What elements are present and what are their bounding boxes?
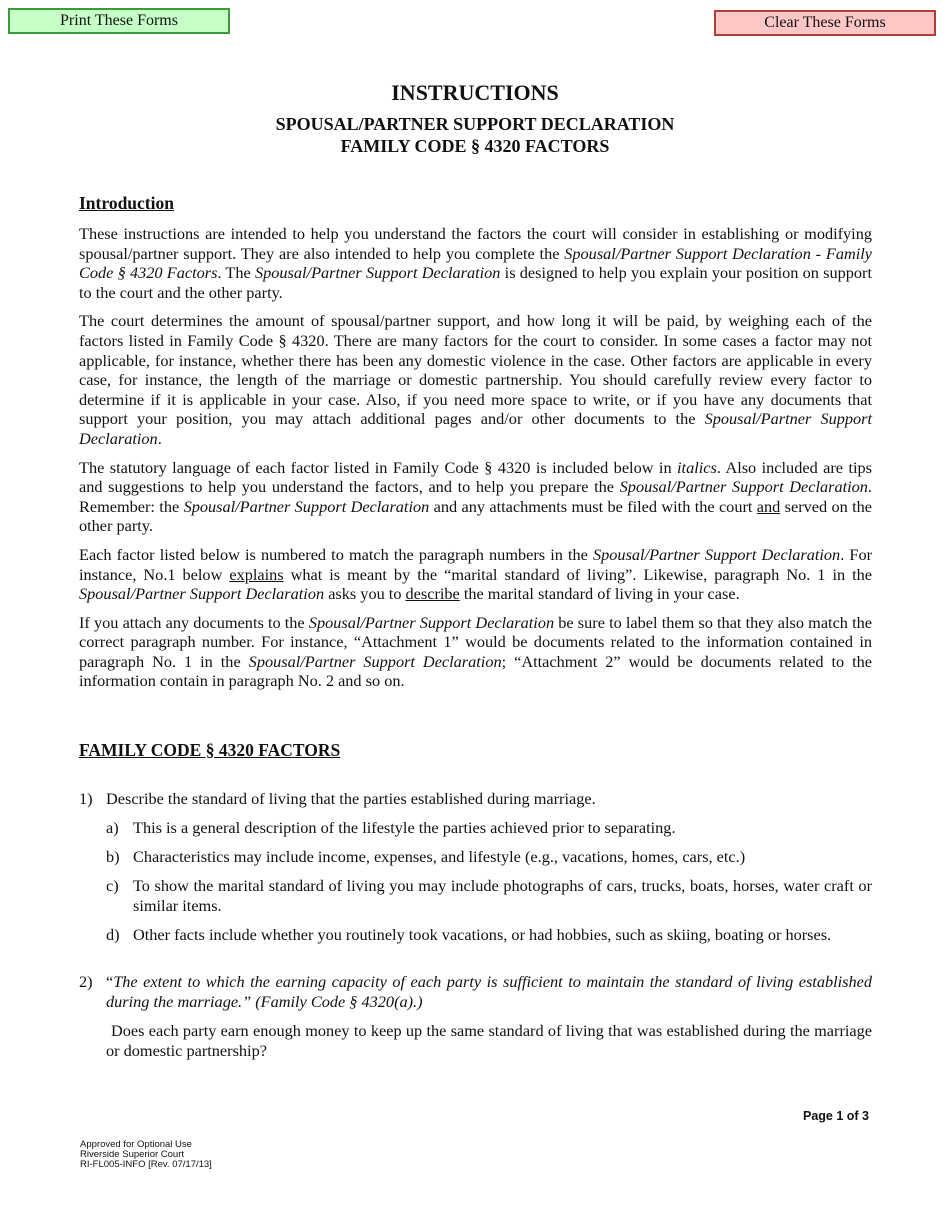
factors-heading: FAMILY CODE § 4320 FACTORS	[79, 740, 341, 760]
factor-quote: “The extent to which the earning capacity of each party is sufficient to maintain the standard of living established during the marriage.” (Family Code § 4320(a).)	[106, 972, 872, 1011]
factor-2-explanation: Does each party earn enough money to keep up the same standard of living that was established during the marriage or domestic partnership?	[106, 1021, 872, 1060]
intro-paragraph-1: These instructions are intended to help you understand the factors the court will consider in establishing or modifying spousal/partner support. They are also intended to help you complete the Spousal/Partner Support Declaration - Family Code § 4320 Factors. The Spousal/Partner Support Declaration is designed to help you explain your position on support to the court and the other party.	[79, 224, 872, 302]
intro-paragraph-3: The statutory language of each factor listed in Family Code § 4320 is included below in italics. Also included are tips and suggestions to help you understand the factors, and to help you prepare the Spousal/Partner Support Declaration. Remember: the Spousal/Partner Support Declaration and any attachments must be filed with the court and served on the other party.	[79, 457, 873, 536]
introduction-heading: Introduction	[79, 193, 174, 213]
subitem-label: a)	[106, 818, 119, 837]
factor-text: Describe the standard of living that the parties established during marriage.	[106, 789, 596, 808]
subitem-text: To show the marital standard of living you may include photographs of cars, trucks, boats, horses, water craft or similar items.	[133, 876, 872, 915]
page-number: Page 1 of 3	[803, 1109, 869, 1123]
footer-court: Riverside Superior Court	[80, 1149, 185, 1160]
clear-forms-button[interactable]: Clear These Forms	[714, 10, 936, 36]
page-subtitle: SPOUSAL/PARTNER SUPPORT DECLARATION	[275, 114, 675, 134]
subitem-label: b)	[106, 847, 120, 866]
form-footer	[80, 1140, 212, 1170]
page-title: INSTRUCTIONS	[391, 80, 559, 105]
intro-paragraph-2: The court determines the amount of spousal/partner support, and how long it will be paid, by weighing each of the factors listed in Family Code § 4320. There are many factors for the court to consider. In some cases a factor may not applicable, for instance, whether there has been any domestic violence in the case. Other factors are applicable in every case, for instance, the length of the marriage or domestic partnership. You should carefully review every factor to determine if it is applicable in your case. Also, if you need more space to write, or if you have any documents that support your position, you may attach additional pages and/or other documents to the Spousal/Partner Support Declaration.	[79, 311, 873, 448]
subitem-text: Other facts include whether you routinely took vacations, or had hobbies, such as skiing, boating or horses.	[133, 925, 832, 944]
subitem-label: d)	[106, 925, 120, 944]
intro-paragraph-5: If you attach any documents to the Spousal/Partner Support Declaration be sure to label them so that they also match the correct paragraph number. For instance, “Attachment 1” would be documents related to the information contained in paragraph No. 1 in the Spousal/Partner Support Declaration; “Attachment 2” would be documents related to the information contain in paragraph No. 2 and so on.	[79, 612, 873, 691]
page-subtitle-code: FAMILY CODE § 4320 FACTORS	[340, 136, 610, 156]
subitem-label: c)	[106, 876, 119, 895]
introduction-section	[79, 224, 872, 700]
footer-form-id: RI-FL005-INFO [Rev. 07/17/13]	[80, 1159, 212, 1170]
factor-number: 2)	[79, 972, 93, 991]
factor-number: 1)	[79, 789, 93, 808]
subitem-text: Characteristics may include income, expenses, and lifestyle (e.g., vacations, homes, cars, etc.)	[133, 847, 746, 866]
footer-approval: Approved for Optional Use	[80, 1139, 192, 1150]
subitem-text: This is a general description of the lifestyle the parties achieved prior to separating.	[133, 818, 676, 837]
intro-paragraph-4: Each factor listed below is numbered to match the paragraph numbers in the Spousal/Partner Support Declaration. For instance, No.1 below explains what is meant by the “marital standard of living”. Likewise, paragraph No. 1 in the Spousal/Partner Support Declaration asks you to describe the marital standard of living in your case.	[79, 544, 873, 604]
print-forms-button[interactable]: Print These Forms	[8, 8, 230, 34]
